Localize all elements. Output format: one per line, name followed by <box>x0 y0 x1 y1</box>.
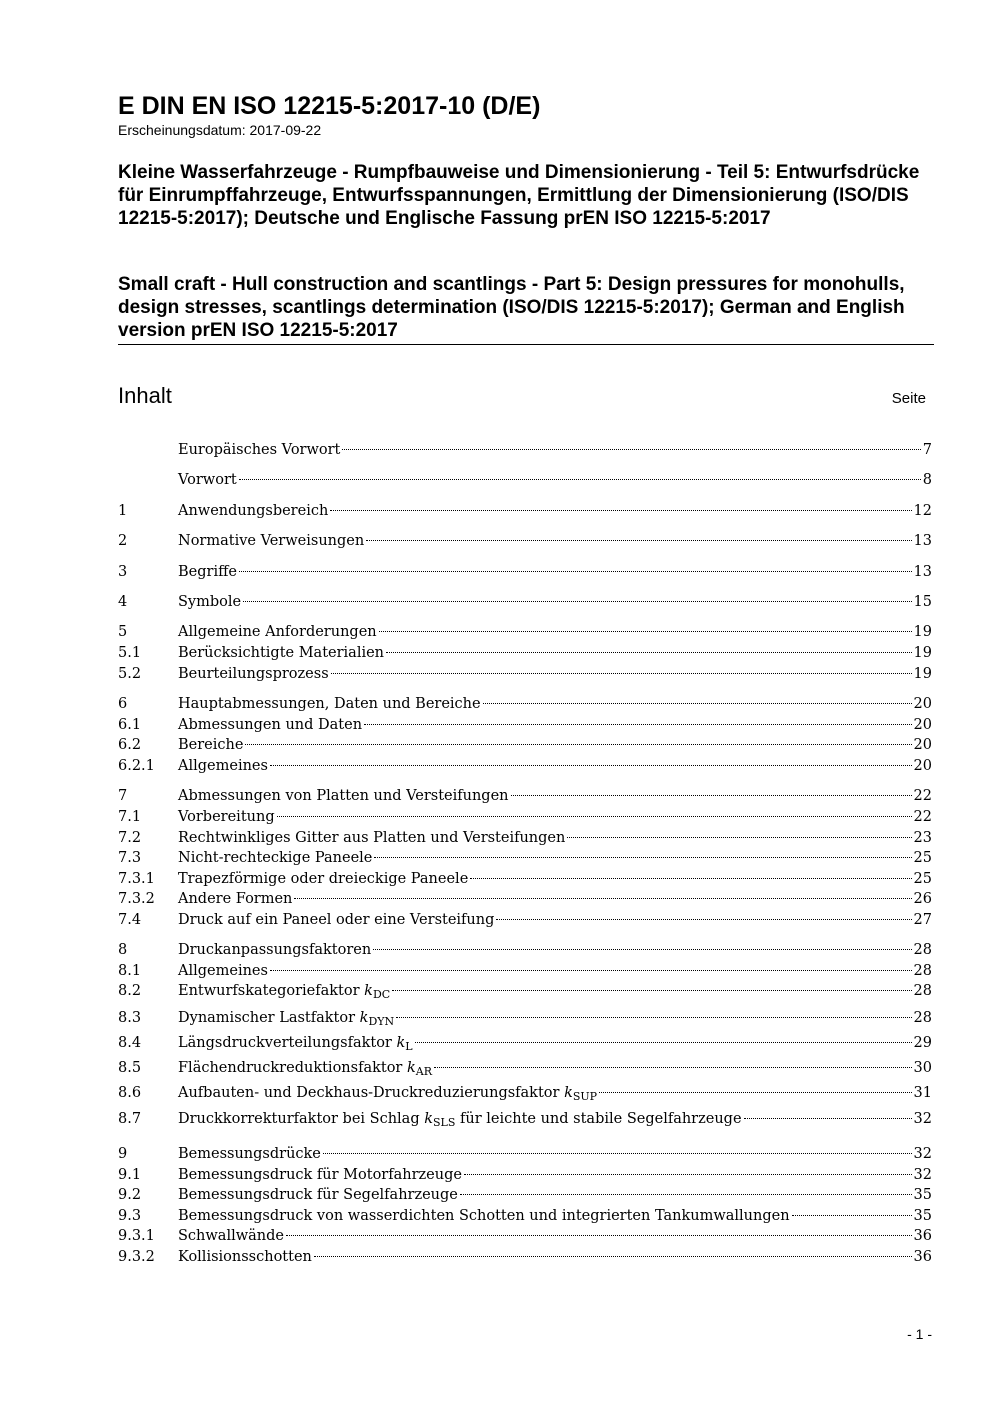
toc-entry-page: 35 <box>913 1208 932 1224</box>
toc-dot-leader <box>270 969 912 971</box>
toc-entry-title: Schwallwände <box>178 1228 284 1244</box>
toc-entry[interactable] <box>118 1185 932 1206</box>
toc-entry-number: 3 <box>118 564 128 580</box>
toc-entry-page: 28 <box>913 983 932 999</box>
toc-entry[interactable] <box>118 940 932 961</box>
toc-symbol: k <box>359 1010 369 1026</box>
toc-entry-title: Druck auf ein Paneel oder eine Versteifung <box>178 912 495 928</box>
toc-entry-number: 6.2.1 <box>118 758 155 774</box>
toc-dot-leader <box>379 630 912 632</box>
toc-entry-number: 4 <box>118 594 128 610</box>
toc-entry-title: Bemessungsdruck für Motorfahrzeuge <box>178 1167 462 1183</box>
toc-entry[interactable] <box>118 470 932 491</box>
toc-entry[interactable] <box>118 910 932 931</box>
page-number: - 1 - <box>907 1326 932 1342</box>
toc-entry[interactable] <box>118 786 932 807</box>
toc-entry-number: 8 <box>118 942 128 958</box>
toc-entry-title: Dynamischer Lastfaktor $k_{DYN}$ <box>178 1010 395 1028</box>
toc-entry-page: 20 <box>913 717 932 733</box>
toc-dot-leader <box>323 1152 912 1154</box>
toc-entry-number: 9.2 <box>118 1187 142 1203</box>
toc-entry-number: 9 <box>118 1146 128 1162</box>
toc-symbol-subscript: L <box>405 1040 413 1053</box>
toc-entry[interactable] <box>118 622 932 643</box>
toc-entry-page: 35 <box>913 1187 932 1203</box>
toc-dot-leader <box>342 448 920 450</box>
toc-entry-page: 36 <box>913 1249 932 1265</box>
toc-entry-page: 27 <box>913 912 932 928</box>
toc-entry-page: 20 <box>913 696 932 712</box>
toc-entry-number: 7.3 <box>118 850 142 866</box>
toc-entry-number: 8.3 <box>118 1010 142 1026</box>
toc-entry-title: Beurteilungsprozess <box>178 666 329 682</box>
publication-date: Erscheinungsdatum: 2017-09-22 <box>118 122 322 138</box>
toc-entry-number: 7.2 <box>118 830 142 846</box>
toc-entry[interactable] <box>118 592 932 613</box>
toc-entry-number: 6.1 <box>118 717 142 733</box>
toc-entry[interactable] <box>118 664 932 685</box>
toc-entry-title: Aufbauten- und Deckhaus-Druckreduzierungsfaktor $k_{SUP}$ <box>178 1085 598 1103</box>
toc-entry[interactable] <box>118 1109 932 1130</box>
toc-entry[interactable] <box>118 715 932 736</box>
toc-entry-page: 31 <box>913 1085 932 1101</box>
toc-entry-number: 7.1 <box>118 809 142 825</box>
toc-dot-leader <box>392 989 911 991</box>
toc-dot-leader <box>294 897 911 899</box>
toc-entry-title: Bemessungsdruck für Segelfahrzeuge <box>178 1187 458 1203</box>
toc-dot-leader <box>243 600 911 602</box>
toc-entry-title: Druckanpassungsfaktoren <box>178 942 372 958</box>
toc-entry-title: Druckkorrekturfaktor bei Schlag $k_{SLS}$ für leichte und stabile Segelfahrzeuge <box>178 1111 742 1129</box>
toc-entry[interactable] <box>118 869 932 890</box>
toc-entry[interactable] <box>118 807 932 828</box>
toc-dot-leader <box>239 570 912 572</box>
toc-entry[interactable] <box>118 735 932 756</box>
toc-entry[interactable] <box>118 1008 932 1029</box>
toc-entry-title: Anwendungsbereich <box>178 503 329 519</box>
toc-entry-title: Abmessungen und Daten <box>178 717 363 733</box>
toc-dot-leader <box>270 764 912 766</box>
toc-symbol: k <box>424 1111 434 1127</box>
title-english: Small craft - Hull construction and scantlings - Part 5: Design pressures for monohulls, design stresses, scantlings determination (ISO/DIS 12215-5:2017); German and English version prEN ISO 12215-5:2017 <box>118 274 905 341</box>
toc-symbol-subscript: DYN <box>368 1015 395 1028</box>
toc-entry-title: Trapezförmige oder dreieckige Paneele <box>178 871 469 887</box>
toc-entry[interactable] <box>118 1033 932 1054</box>
toc-entry[interactable] <box>118 1144 932 1165</box>
toc-entry-title: Bereiche <box>178 737 244 753</box>
toc-symbol-subscript: DC <box>372 988 391 1001</box>
toc-entry-title: Begriffe <box>178 564 237 580</box>
toc-entry-page: 8 <box>922 472 932 488</box>
toc-entry[interactable] <box>118 828 932 849</box>
toc-page-column-label: Seite <box>891 390 926 407</box>
toc-entry-page: 25 <box>913 871 932 887</box>
toc-entry-title: Allgemeines <box>178 963 268 979</box>
toc-entry-number: 9.3 <box>118 1208 142 1224</box>
toc-entry-page: 19 <box>913 666 932 682</box>
toc-entry-number: 5.1 <box>118 645 142 661</box>
toc-entry-page: 25 <box>913 850 932 866</box>
title-german: Kleine Wasserfahrzeuge - Rumpfbauweise und Dimensionierung - Teil 5: Entwurfsdrücke für Einrumpffahrzeuge, Entwurfsspannungen, Ermittlung der Dimensionierung (ISO/DIS 12215-5:2017); Deutsche und Englische Fassung prEN ISO 12215-5:2017 <box>118 162 920 229</box>
toc-entry-title: Normative Verweisungen <box>178 533 365 549</box>
toc-entry-number: 1 <box>118 503 128 519</box>
toc-entry[interactable] <box>118 1247 932 1268</box>
toc-entry[interactable] <box>118 961 932 982</box>
toc-dot-leader <box>496 918 911 920</box>
toc-entry-page: 22 <box>913 809 932 825</box>
toc-entry-page: 19 <box>913 645 932 661</box>
toc-entry-title: Hauptabmessungen, Daten und Bereiche <box>178 696 481 712</box>
toc-heading: Inhalt <box>118 383 172 408</box>
toc-entry-title: Andere Formen <box>178 891 293 907</box>
toc-dot-leader <box>286 1234 912 1236</box>
toc-entry-number: 6.2 <box>118 737 142 753</box>
toc-entry[interactable] <box>118 889 932 910</box>
toc-entry-page: 20 <box>913 737 932 753</box>
toc-entry-number: 7.4 <box>118 912 142 928</box>
toc-entry-page: 28 <box>913 963 932 979</box>
toc-entry[interactable] <box>118 531 932 552</box>
toc-symbol-subscript: SLS <box>433 1116 456 1129</box>
toc-entry-page: 12 <box>913 503 932 519</box>
toc-dot-leader <box>374 856 911 858</box>
toc-entry-page: 13 <box>913 533 932 549</box>
toc-dot-leader <box>567 836 911 838</box>
toc-entry[interactable] <box>118 1226 932 1247</box>
toc-entry-number: 8.4 <box>118 1035 142 1051</box>
toc-entry-number: 8.7 <box>118 1111 142 1127</box>
toc-entry-page: 7 <box>922 442 932 458</box>
toc-dot-leader <box>386 651 912 653</box>
toc-entry-page: 13 <box>913 564 932 580</box>
header-divider <box>118 344 934 345</box>
toc-dot-leader <box>245 743 911 745</box>
toc-entry-page: 28 <box>913 942 932 958</box>
toc-entry-page: 30 <box>913 1060 932 1076</box>
toc-entry-number: 9.1 <box>118 1167 142 1183</box>
toc-entry-title: Vorbereitung <box>178 809 275 825</box>
toc-entry-page: 29 <box>913 1035 932 1051</box>
toc-entry[interactable] <box>118 694 932 715</box>
toc-dot-leader <box>599 1091 911 1093</box>
toc-symbol: k <box>364 983 373 999</box>
toc-entry-page: 19 <box>913 624 932 640</box>
toc-entry-number: 6 <box>118 696 128 712</box>
toc-dot-leader <box>511 794 912 796</box>
toc-dot-leader <box>366 539 911 541</box>
toc-entry[interactable] <box>118 562 932 583</box>
toc-symbol: k <box>564 1085 573 1101</box>
toc-entry-title: Allgemeine Anforderungen <box>178 624 377 640</box>
toc-entry-title: Europäisches Vorwort <box>178 442 341 458</box>
toc-dot-leader <box>330 509 911 511</box>
toc-symbol: k <box>396 1035 406 1051</box>
toc-dot-leader <box>277 815 912 817</box>
toc-entry[interactable] <box>118 501 932 522</box>
toc-entry[interactable] <box>118 440 932 461</box>
toc-entry-number: 8.2 <box>118 983 142 999</box>
toc-dot-leader <box>415 1041 912 1043</box>
toc-entry[interactable] <box>118 643 932 664</box>
toc-entry-title: Kollisionsschotten <box>178 1249 312 1265</box>
toc-dot-leader <box>744 1117 912 1119</box>
toc-entry[interactable] <box>118 1058 932 1079</box>
toc-dot-leader <box>470 877 911 879</box>
toc-entry-page: 32 <box>913 1146 932 1162</box>
toc-entry-title: Bemessungsdrücke <box>178 1146 321 1162</box>
toc-entry[interactable] <box>118 1165 932 1186</box>
toc-entry[interactable] <box>118 981 932 1002</box>
toc-entry-number: 5.2 <box>118 666 142 682</box>
toc-entry-number: 8.1 <box>118 963 142 979</box>
toc-dot-leader <box>792 1214 912 1216</box>
toc-entry-page: 36 <box>913 1228 932 1244</box>
toc-entry-title: Rechtwinkliges Gitter aus Platten und Versteifungen <box>178 830 566 846</box>
toc-entry-page: 15 <box>913 594 932 610</box>
toc-dot-leader <box>239 478 921 480</box>
toc-entry-number: 8.5 <box>118 1060 142 1076</box>
toc-entry-title: Berücksichtigte Materialien <box>178 645 385 661</box>
toc-entry[interactable] <box>118 1206 932 1227</box>
toc-dot-leader <box>460 1193 912 1195</box>
toc-entry-title: Bemessungsdruck von wasserdichten Schotten und integrierten Tankumwallungen <box>178 1208 790 1224</box>
toc-entry[interactable] <box>118 1083 932 1104</box>
toc-entry-number: 7.3.2 <box>118 891 155 907</box>
toc-entry-number: 8.6 <box>118 1085 142 1101</box>
toc-entry[interactable] <box>118 756 932 777</box>
toc-dot-leader <box>464 1173 912 1175</box>
toc-entry-page: 20 <box>913 758 932 774</box>
toc-entry-title: Abmessungen von Platten und Versteifungen <box>178 788 509 804</box>
toc-entry-page: 26 <box>913 891 932 907</box>
toc-entry-page: 23 <box>913 830 932 846</box>
toc-entry-title: Entwurfskategoriefaktor $k_{DC}$ <box>178 983 391 1001</box>
toc-entry-number: 7.3.1 <box>118 871 155 887</box>
toc-dot-leader <box>483 702 912 704</box>
toc-symbol-subscript: AR <box>415 1065 433 1078</box>
toc-dot-leader <box>434 1066 912 1068</box>
toc-entry-title: Symbole <box>178 594 242 610</box>
toc-symbol: k <box>406 1060 416 1076</box>
toc-entry-number: 5 <box>118 624 128 640</box>
toc-entry-number: 9.3.1 <box>118 1228 155 1244</box>
toc-entry-number: 2 <box>118 533 128 549</box>
toc-entry-number: 7 <box>118 788 128 804</box>
toc-entry-title: Nicht-rechteckige Paneele <box>178 850 373 866</box>
toc-dot-leader <box>331 672 912 674</box>
toc-dot-leader <box>396 1016 911 1018</box>
document-title: E DIN EN ISO 12215-5:2017-10 (D/E) <box>118 92 541 120</box>
toc-symbol-subscript: SUP <box>572 1090 598 1103</box>
toc-entry-title: Längsdruckverteilungsfaktor $k_L$ <box>178 1035 413 1053</box>
toc-entry-number: 9.3.2 <box>118 1249 155 1265</box>
toc-entry-page: 32 <box>913 1111 932 1127</box>
toc-entry-page: 32 <box>913 1167 932 1183</box>
toc-entry-page: 22 <box>913 788 932 804</box>
toc-entry-page: 28 <box>913 1010 932 1026</box>
toc-entry-title: Vorwort <box>178 472 237 488</box>
toc-dot-leader <box>373 948 911 950</box>
toc-entry-title: Allgemeines <box>178 758 268 774</box>
toc-entry[interactable] <box>118 848 932 869</box>
toc-entry-title: Flächendruckreduktionsfaktor $k_{AR}$ <box>178 1060 433 1078</box>
toc-dot-leader <box>314 1255 912 1257</box>
toc-dot-leader <box>364 723 912 725</box>
